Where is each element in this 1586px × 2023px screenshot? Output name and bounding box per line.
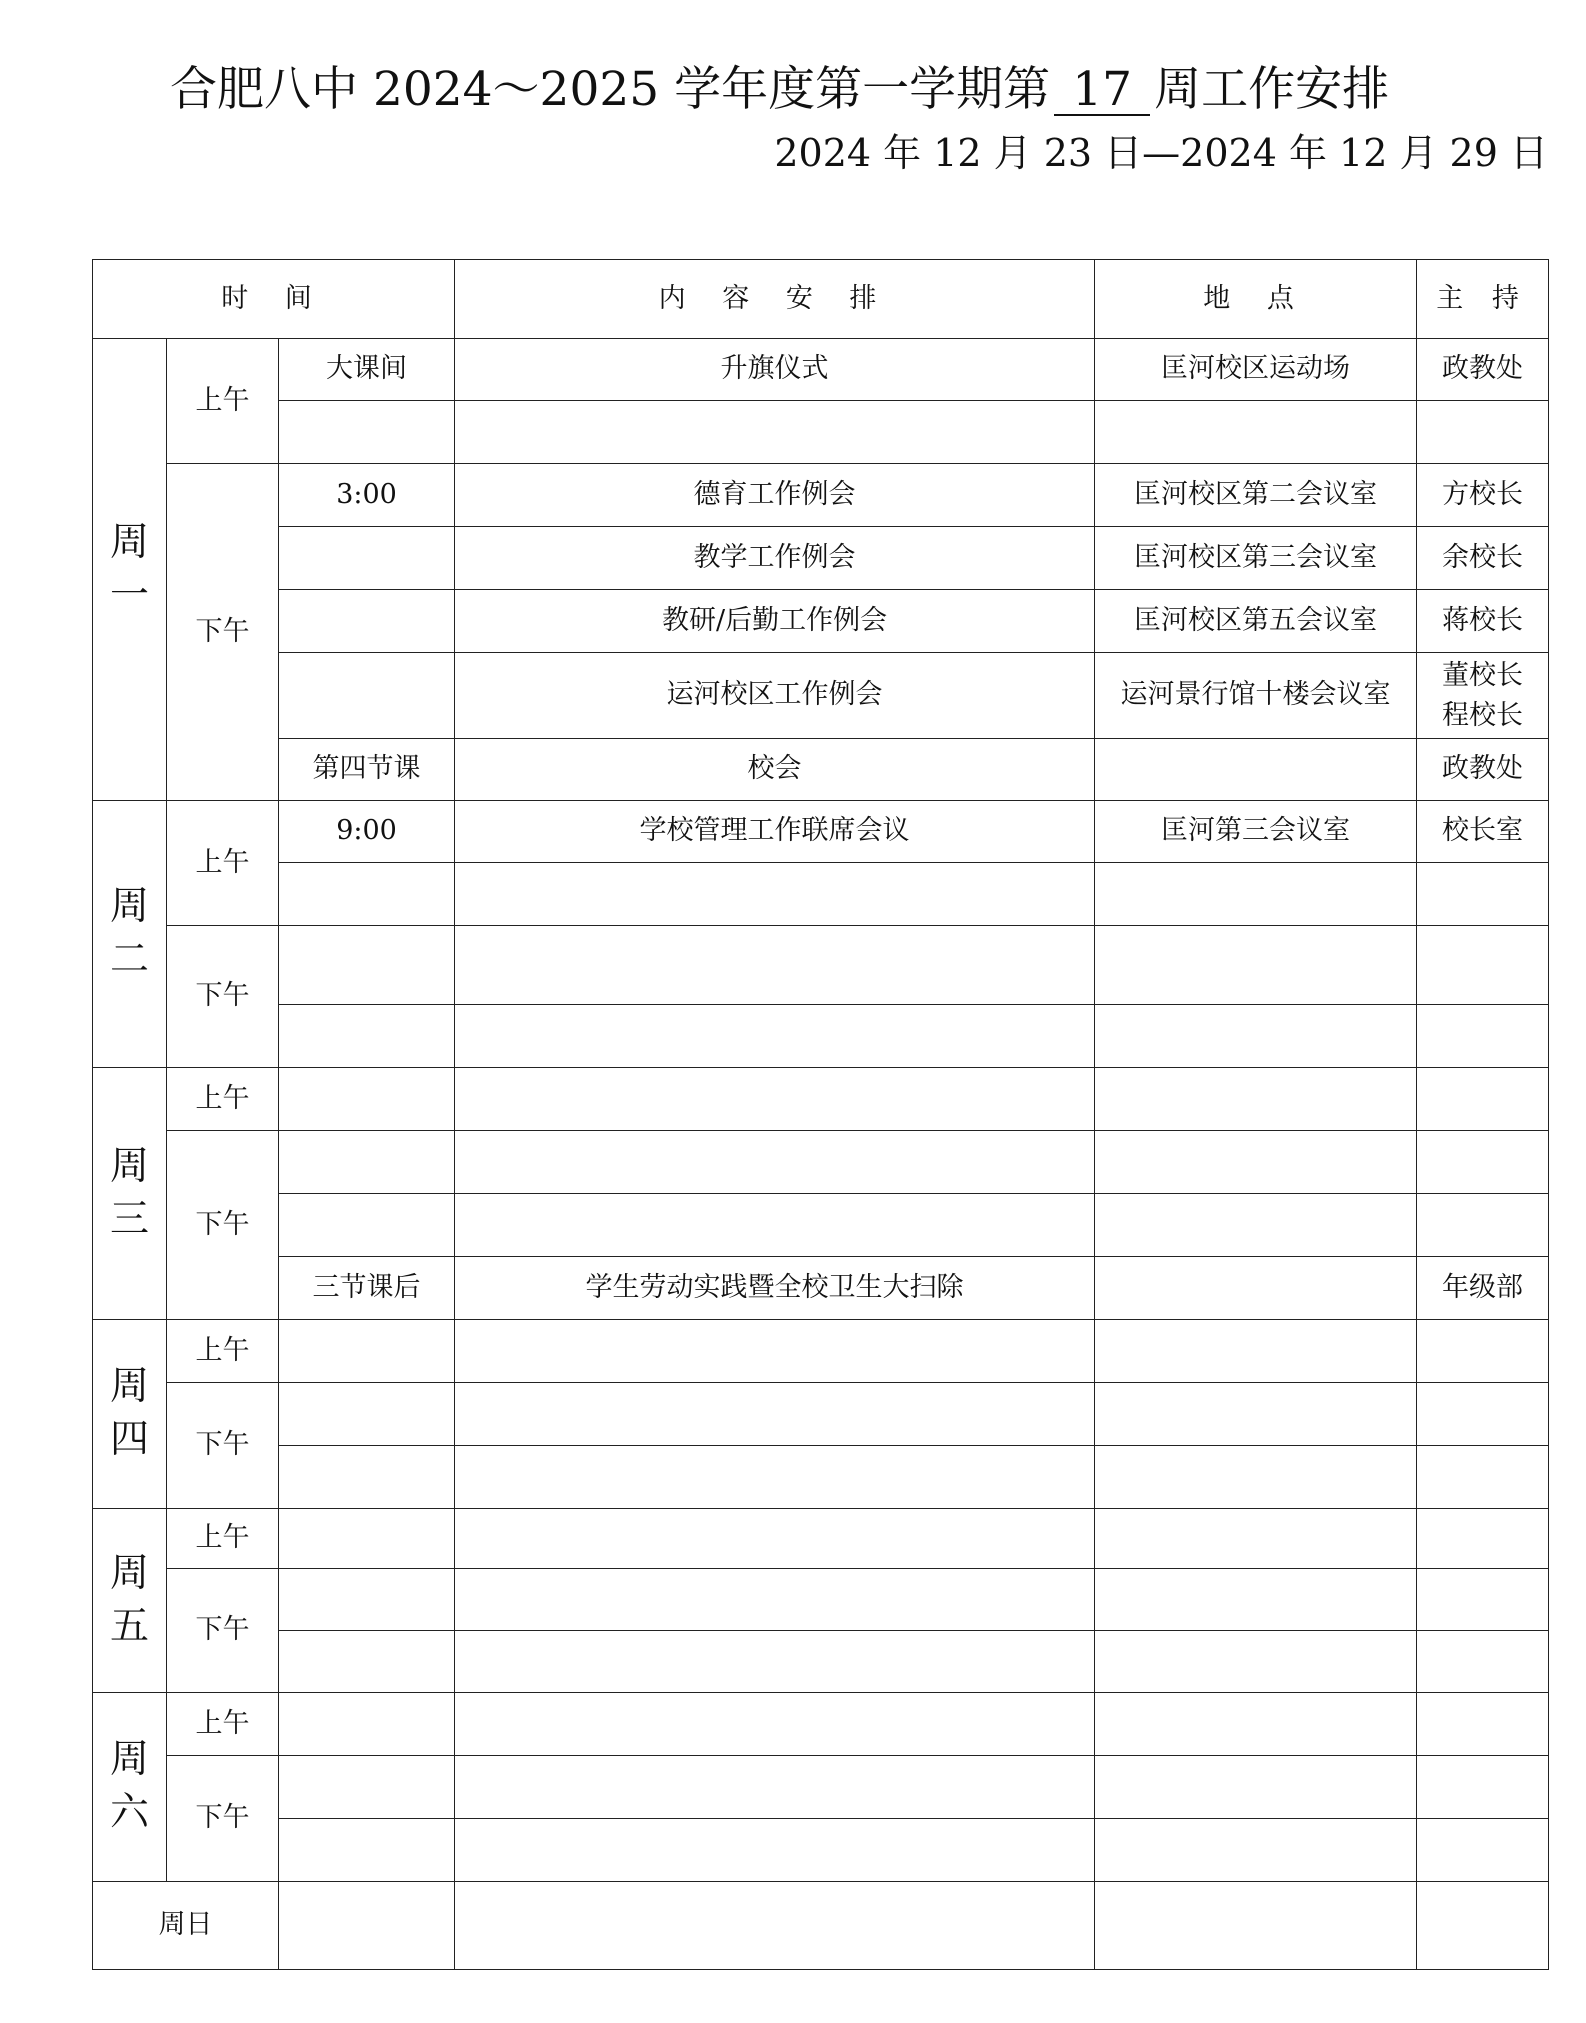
location-cell: 匡河校区第二会议室 [1095,464,1417,527]
location-cell [1095,401,1417,464]
content-cell [455,1693,1095,1756]
time-cell [279,1756,455,1819]
content-cell [455,1068,1095,1131]
host-cell [1417,926,1549,1005]
host-cell [1417,401,1549,464]
day-thursday: 周四 [93,1320,167,1509]
title-suffix: 周工作安排 [1154,62,1390,117]
time-cell [279,1446,455,1509]
table-row [93,527,1549,590]
location-cell: 匡河校区第三会议室 [1095,527,1417,590]
time-cell [279,1569,455,1631]
table-row [93,1509,1549,1569]
table-row [93,1194,1549,1257]
location-cell [1095,1131,1417,1194]
host-cell [1417,1194,1549,1257]
host-cell [1417,1005,1549,1068]
host-cell [1417,1383,1549,1446]
host-cell [1417,1131,1549,1194]
location-cell [1095,1320,1417,1383]
location-cell: 匡河校区第五会议室 [1095,590,1417,653]
table-row [93,1756,1549,1819]
time-cell: 9:00 [279,801,455,863]
location-cell [1095,1446,1417,1509]
table-row [93,801,1549,863]
week-number: 17 [1054,65,1150,116]
host-cell [1417,1882,1549,1970]
content-cell [455,926,1095,1005]
time-cell [279,653,455,739]
content-cell [455,1383,1095,1446]
host-cell [1417,1819,1549,1882]
table-row [93,1693,1549,1756]
location-cell [1095,1194,1417,1257]
content-cell [455,1320,1095,1383]
location-cell [1095,739,1417,801]
location-cell [1095,1005,1417,1068]
time-cell [279,1509,455,1569]
time-cell: 3:00 [279,464,455,527]
table-row [93,401,1549,464]
time-cell: 大课间 [279,339,455,401]
wednesday-pm: 下午 [167,1131,279,1320]
content-cell [455,1131,1095,1194]
content-cell [455,1446,1095,1509]
content-cell [455,863,1095,926]
time-cell: 三节课后 [279,1257,455,1320]
header-location: 地 点 [1095,260,1417,339]
header-row [93,260,1549,339]
time-cell [279,1320,455,1383]
host-cell [1417,1756,1549,1819]
content-cell [455,401,1095,464]
friday-pm: 下午 [167,1569,279,1693]
saturday-am: 上午 [167,1693,279,1756]
table-row [93,1569,1549,1631]
host-cell [1417,1693,1549,1756]
wednesday-am: 上午 [167,1068,279,1131]
time-cell [279,401,455,464]
header-content: 内 容 安 排 [455,260,1095,339]
time-cell [279,527,455,590]
content-cell [455,1194,1095,1257]
location-cell [1095,1882,1417,1970]
host-cell: 余校长 [1417,527,1549,590]
time-cell [279,1631,455,1693]
tuesday-am: 上午 [167,801,279,926]
table-row [93,1383,1549,1446]
content-cell [455,1005,1095,1068]
time-cell: 第四节课 [279,739,455,801]
content-cell: 校会 [455,739,1095,801]
saturday-pm: 下午 [167,1756,279,1882]
monday-pm: 下午 [167,464,279,801]
time-cell [279,926,455,1005]
day-tuesday: 周二 [93,801,167,1068]
content-cell: 教学工作例会 [455,527,1095,590]
day-wednesday: 周三 [93,1068,167,1320]
host-cell [1417,1320,1549,1383]
time-cell [279,1131,455,1194]
host-cell: 年级部 [1417,1257,1549,1320]
table-row [93,464,1549,527]
host-cell: 政教处 [1417,339,1549,401]
time-cell [279,1693,455,1756]
table-row [93,926,1549,1005]
title-prefix: 合肥八中 2024～2025 学年度第一学期第 [170,62,1051,117]
date-range: 2024 年 12 月 23 日—2024 年 12 月 29 日 [774,131,1548,175]
location-cell [1095,1383,1417,1446]
location-cell: 匡河第三会议室 [1095,801,1417,863]
header-host: 主 持 [1417,260,1549,339]
host-cell [1417,1446,1549,1509]
content-cell [455,1819,1095,1882]
thursday-am: 上午 [167,1320,279,1383]
content-cell: 教研/后勤工作例会 [455,590,1095,653]
content-cell: 学校管理工作联席会议 [455,801,1095,863]
table-row [93,1005,1549,1068]
table-row [93,739,1549,801]
table-row [93,1068,1549,1131]
location-cell [1095,1819,1417,1882]
location-cell [1095,1631,1417,1693]
table-row [93,1320,1549,1383]
table-row [93,1819,1549,1882]
table-row [93,1882,1549,1970]
friday-am: 上午 [167,1509,279,1569]
table-row [93,863,1549,926]
table-row [93,1131,1549,1194]
monday-am: 上午 [167,339,279,464]
host-cell [1417,1569,1549,1631]
header-time: 时 间 [93,260,455,339]
location-cell [1095,926,1417,1005]
content-cell [455,1882,1095,1970]
location-cell [1095,863,1417,926]
page-title [170,52,1389,119]
table-row [93,1446,1549,1509]
day-friday: 周五 [93,1509,167,1693]
time-cell [279,1194,455,1257]
content-cell [455,1756,1095,1819]
table-row [93,1631,1549,1693]
content-cell: 运河校区工作例会 [455,653,1095,739]
location-cell: 运河景行馆十楼会议室 [1095,653,1417,739]
table-row [93,339,1549,401]
location-cell [1095,1068,1417,1131]
host-cell [1417,1631,1549,1693]
content-cell [455,1569,1095,1631]
location-cell [1095,1569,1417,1631]
host-cell: 政教处 [1417,739,1549,801]
table-row [93,590,1549,653]
tuesday-pm: 下午 [167,926,279,1068]
location-cell: 匡河校区运动场 [1095,339,1417,401]
host-cell [1417,1509,1549,1569]
time-cell [279,1882,455,1970]
content-cell: 德育工作例会 [455,464,1095,527]
content-cell: 升旗仪式 [455,339,1095,401]
time-cell [279,1383,455,1446]
time-cell [279,863,455,926]
host-cell [1417,863,1549,926]
content-cell [455,1631,1095,1693]
day-saturday: 周六 [93,1693,167,1882]
time-cell [279,590,455,653]
time-cell [279,1005,455,1068]
day-sunday: 周日 [93,1882,279,1970]
location-cell [1095,1693,1417,1756]
location-cell [1095,1756,1417,1819]
table-row [93,1257,1549,1320]
content-cell: 学生劳动实践暨全校卫生大扫除 [455,1257,1095,1320]
day-monday: 周一 [93,339,167,801]
time-cell [279,1819,455,1882]
host-cell: 董校长 程校长 [1417,653,1549,739]
host-cell: 方校长 [1417,464,1549,527]
location-cell [1095,1257,1417,1320]
schedule-table [92,259,1549,1970]
thursday-pm: 下午 [167,1383,279,1509]
host-cell [1417,1068,1549,1131]
time-cell [279,1068,455,1131]
table-row [93,653,1549,739]
content-cell [455,1509,1095,1569]
location-cell [1095,1509,1417,1569]
host-cell: 校长室 [1417,801,1549,863]
host-cell: 蒋校长 [1417,590,1549,653]
